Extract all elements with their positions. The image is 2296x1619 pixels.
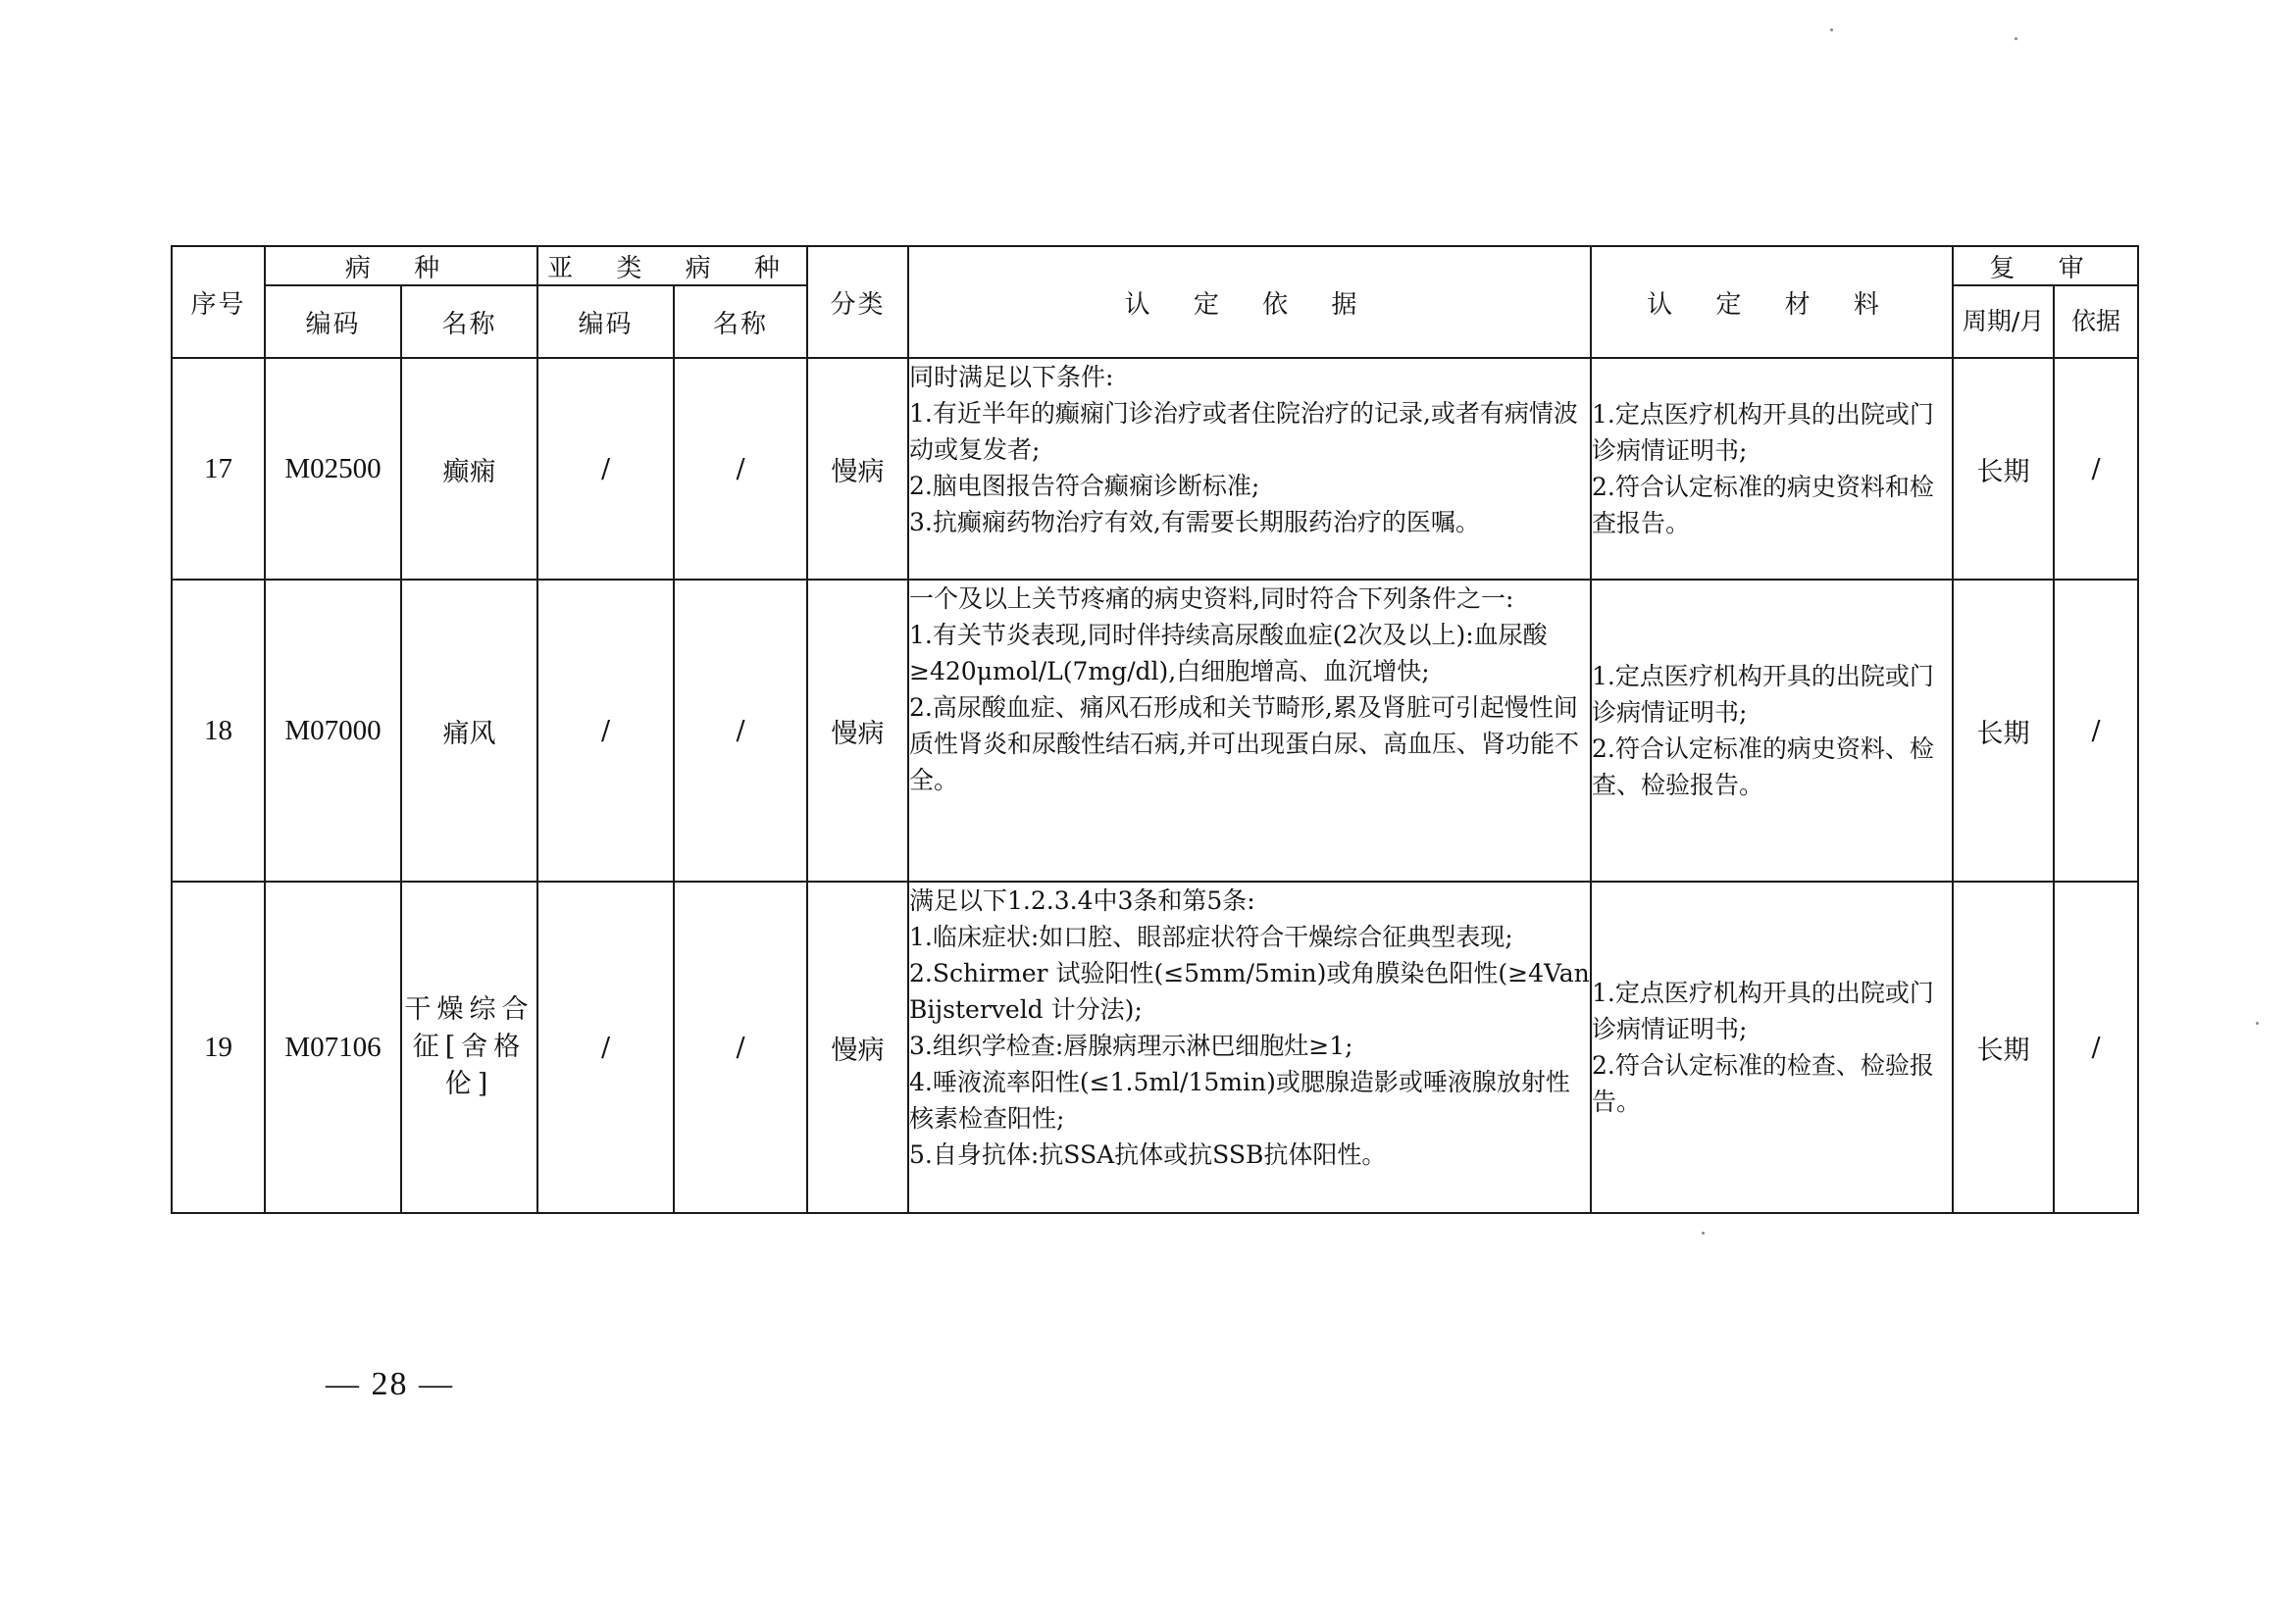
basis-line: 1.有近半年的癫痫门诊治疗或者住院治疗的记录,或者有病情波动或复发者; [909,399,1578,464]
disease-criteria-table [171,245,2139,1214]
header-sub-name: 名称 [674,285,807,358]
header-name: 名称 [401,285,537,358]
row-seq: 17 [172,358,265,580]
row-category: 慢病 [807,358,908,580]
page-number: — 28 — [326,1366,454,1402]
row-review-basis: / [2054,358,2138,580]
basis-line: 5.自身抗体:抗SSA抗体或抗SSB抗体阳性。 [909,1140,1387,1169]
header-basis: 认 定 依 据 [908,246,1591,358]
header-category: 分类 [807,246,908,358]
row-sub-code: / [537,358,674,580]
header-seq: 序号 [172,246,265,358]
row-sub-name: / [674,882,807,1213]
material-line: 1.定点医疗机构开具的出院或门诊病情证明书; [1592,400,1934,465]
table-row [172,882,2138,1213]
row-review-basis: / [2054,580,2138,882]
material-line: 1.定点医疗机构开具的出院或门诊病情证明书; [1592,979,1934,1043]
row-sub-name: / [674,358,807,580]
row-category: 慢病 [807,882,908,1213]
row-name: 癫痫 [401,358,537,580]
basis-line: 2.Schirmer 试验阳性(≤5mm/5min)或角膜染色阳性(≥4Van Bijsterveld 计分法); [909,959,1590,1024]
row-cycle: 长期 [1953,358,2054,580]
basis-line: 3.抗癫痫药物治疗有效,有需要长期服药治疗的医嘱。 [909,508,1480,536]
row-materials [1591,358,1953,580]
row-materials [1591,580,1953,882]
basis-line: 一个及以上关节疼痛的病史资料,同时符合下列条件之一: [909,584,1514,613]
header-cycle: 周期/月 [1953,285,2054,358]
scan-speck [1830,28,1833,31]
material-line: 2.符合认定标准的检查、检验报告。 [1592,1051,1934,1116]
row-seq: 18 [172,580,265,882]
row-name: 干燥综合征[舍格伦] [401,882,537,1213]
basis-line: 2.高尿酸血症、痛风石形成和关节畸形,累及肾脏可引起慢性间质性肾炎和尿酸性结石病,并可出现蛋白尿、高血压、肾功能不全。 [909,693,1579,794]
row-cycle: 长期 [1953,580,2054,882]
row-review-basis: / [2054,882,2138,1213]
basis-line: 同时满足以下条件: [909,363,1114,391]
basis-line: 2.脑电图报告符合癫痫诊断标准; [909,472,1260,500]
scan-speck [2015,37,2017,40]
row-category: 慢病 [807,580,908,882]
scan-speck [2256,1022,2259,1025]
row-code: M02500 [265,358,401,580]
row-code: M07106 [265,882,401,1213]
header-materials: 认 定 材 料 [1591,246,1953,358]
row-basis [908,580,1591,882]
row-basis [908,358,1591,580]
basis-line: 满足以下1.2.3.4中3条和第5条: [909,886,1255,915]
header-subdisease: 亚 类 病 种 [537,246,807,285]
scan-speck [1702,1232,1705,1235]
row-code: M07000 [265,580,401,882]
row-materials [1591,882,1953,1213]
header-code: 编码 [265,285,401,358]
basis-line: 1.临床症状:如口腔、眼部症状符合干燥综合征典型表现; [909,923,1513,951]
header-review: 复 审 [1953,246,2138,285]
header-sub-code: 编码 [537,285,674,358]
table-row [172,580,2138,882]
header-review-basis: 依据 [2054,285,2138,358]
header-disease: 病 种 [265,246,537,285]
row-sub-code: / [537,882,674,1213]
material-line: 2.符合认定标准的病史资料和检查报告。 [1592,473,1934,537]
basis-line: 4.唾液流率阳性(≤1.5ml/15min)或腮腺造影或唾液腺放射性核素检查阳性; [909,1068,1570,1133]
row-sub-code: / [537,580,674,882]
material-line: 2.符合认定标准的病史资料、检查、检验报告。 [1592,734,1934,799]
table-row [172,358,2138,580]
material-line: 1.定点医疗机构开具的出院或门诊病情证明书; [1592,662,1934,727]
row-cycle: 长期 [1953,882,2054,1213]
row-basis [908,882,1591,1213]
basis-line: 1.有关节炎表现,同时伴持续高尿酸血症(2次及以上):血尿酸≥420μmol/L(7mg/dl),白细胞增高、血沉增快; [909,621,1548,685]
row-seq: 19 [172,882,265,1213]
basis-line: 3.组织学检查:唇腺病理示淋巴细胞灶≥1; [909,1032,1353,1060]
row-sub-name: / [674,580,807,882]
row-name: 痛风 [401,580,537,882]
